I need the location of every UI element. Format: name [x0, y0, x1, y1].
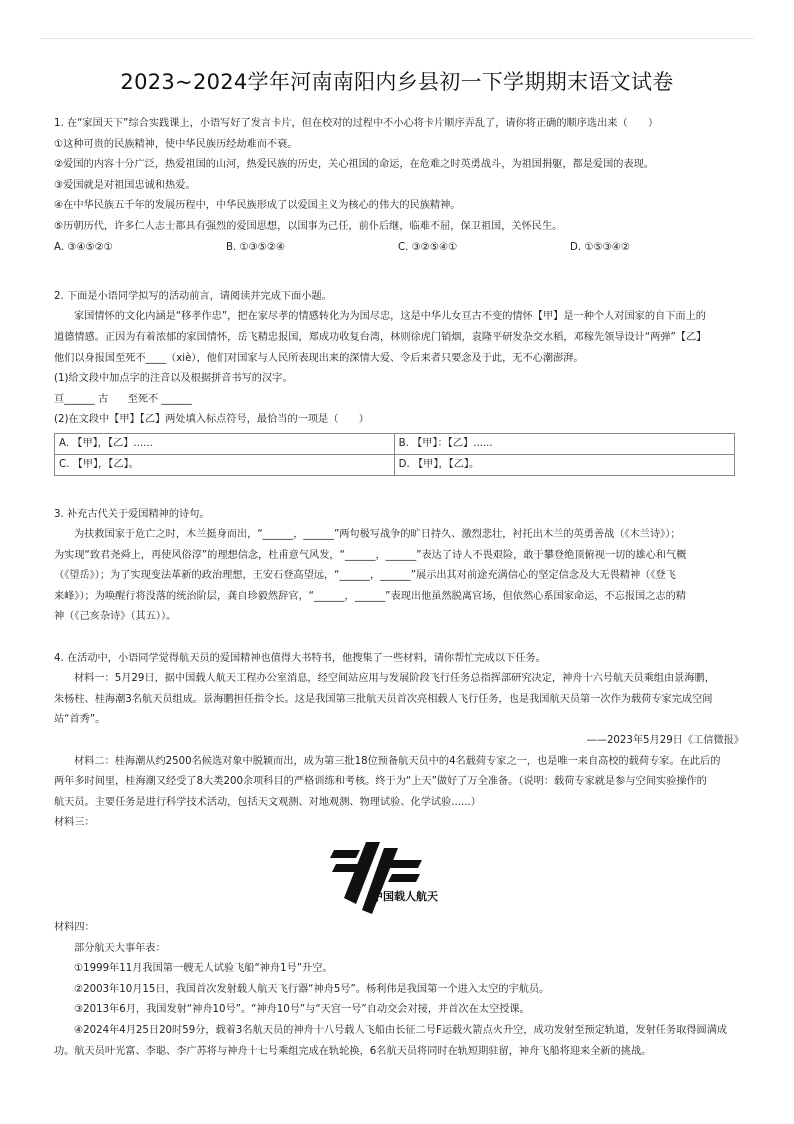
q2-paragraph-line: 道德情感。正因为有着浓郁的家国情怀，岳飞精忠报国，郑成功收复台湾，林则徐虎门销烟，袁隆平研发杂交水稻，邓稼先领导设计“两弹”【乙】	[54, 331, 707, 343]
q1-option-a[interactable]: A. ③④⑤②①	[54, 241, 113, 253]
q2-option-a[interactable]: A. 【甲】，【乙】......	[55, 433, 395, 454]
exam-content	[54, 114, 744, 1062]
material4-item: ③2013年6月，我国发射“神舟10号”。“神舟10号”与“天宫一号”自动交会对接，并首次在太空授课。	[74, 1004, 530, 1016]
q3-line: 神（《己亥杂诗》（其五））。	[54, 611, 177, 623]
q2-paragraph-line: 家国情怀的文化内涵是“移孝作忠”，把在家尽孝的情感转化为为国尽忠，这是中华儿女亘古不变的情怀【甲】是一种个人对国家的自下而上的	[74, 311, 706, 323]
q1-option-c[interactable]: C. ③②⑤④①	[398, 241, 458, 253]
material4-label: 材料四：	[54, 922, 95, 933]
q2-sub1: (1)给文段中加点字的注音以及根据拼音书写的汉字。	[54, 373, 293, 385]
q2-option-b[interactable]: B. 【甲】：【乙】......	[394, 433, 734, 454]
material4-item: 功。航天员叶光富、李聪、李广苏将与神舟十七号乘组完成在轨轮换，6名航天员将同时在轨短期驻留，神舟飞船将迎来全新的挑战。	[54, 1045, 652, 1057]
q1-item: ①这种可贵的民族精神，使中华民族历经劫难而不衰。	[54, 138, 298, 150]
material4-intro: 部分航天大事年表：	[74, 942, 166, 954]
blank-xie[interactable]: 至死不 ______	[127, 393, 192, 405]
blank-gen[interactable]: 亘______ 古 ·	[54, 394, 108, 405]
q2-blanks	[54, 390, 744, 411]
q1-stem: 1. 在“家国天下”综合实践课上，小语写好了发言卡片，但在校对的过程中不小心将卡片顺序弄乱了，请你将正确的顺序选出来（ ）	[54, 118, 659, 129]
material4-item: ④2024年4月25日20时59分，载着3名航天员的神舟十八号载人飞船由长征二号F运载火箭点火升空，成功发射至预定轨道，发射任务取得圆满成	[74, 1024, 728, 1036]
material1-line: 材料一：5月29日，据中国载人航天工程办公室消息，经空间站应用与发展阶段飞行任务总指挥部研究决定，神舟十六号航天员乘组由景海鹏，	[74, 673, 715, 685]
q2-options-table	[54, 433, 735, 476]
material2-line: 两年多时间里，桂海潮又经受了8大类200余项科目的严格训练和考核。终于为“上天”做好了万全准备。（说明：载荷专家就是参与空间实验操作的	[54, 776, 707, 788]
q1-item: ③爱国就是对祖国忠诚和热爱。	[54, 179, 196, 191]
material4-item: ②2003年10月15日，我国首次发射载人航天飞行器“神舟5号”。杨利伟是我国第一个进入太空的宇航员。	[74, 983, 550, 995]
q3-stem: 3. 补充古代关于爱国精神的诗句。	[54, 508, 210, 520]
china-manned-space-logo	[54, 834, 744, 918]
q1-item: ②爱国的内容十分广泛，热爱祖国的山河，热爱民族的历史，关心祖国的命运，在危难之时英勇战斗，为祖国捐躯，都是爱国的表现。	[54, 159, 655, 171]
q3-line: 为扶救国家于危亡之时，木兰挺身而出，“______，______”两句极写战争的旷日持久、激烈悲壮，衬托出木兰的英勇善战（《木兰诗》）；	[74, 529, 681, 541]
logo-text: 中国载人航天	[372, 890, 438, 903]
q1-options	[54, 238, 744, 259]
q2-option-d[interactable]: D. 【甲】，【乙】。	[394, 454, 734, 475]
q2-paragraph-line: 他们以身报国至死不____（xiè），他们对国家与人民所表现出来的深情大爱、令后来者只要念及于此，无不心潮澎湃。	[54, 352, 584, 364]
q3-line: 来峰》）；为唤醒行将没落的统治阶层，龚自珍毅然辞官，“______，______”表现出他虽然脱离官场，但依然心系国家命运，不忘报国之志的精	[54, 590, 686, 602]
q1-option-b[interactable]: B. ①③⑤②④	[226, 241, 286, 253]
q3-line: 为实现“致君尧舜上，再使风俗淳”的理想信念，杜甫意气风发，“______，______”表达了诗人不畏艰险，敢于攀登绝顶俯视一切的雄心和气概	[54, 549, 687, 561]
material4-item: ①1999年11月我国第一艘无人试验飞船“神舟1号”升空。	[74, 963, 333, 975]
material2-line: 航天员。主要任务是进行科学技术活动，包括天文观测、对地观测、物理试验、化学试验......）	[54, 796, 481, 808]
material1-line: 朱杨柱、桂海潮3名航天员组成。景海鹏担任指令长。这是我国第三批航天员首次亮相载人飞行任务，也是我国航天员第一次作为载荷专家完成空间	[54, 693, 713, 705]
material1-line: 站“首秀”。	[54, 714, 106, 726]
material1-source: ——2023年5月29日《工信微报》	[586, 735, 744, 747]
q1-option-d[interactable]: D. ①⑤③④②	[570, 241, 630, 253]
q3-line: （《望岳》）；为了实现变法革新的政治理想，王安石登高望远，“______，______”展示出其对前途充满信心的坚定信念及大无畏精神（《登飞	[54, 570, 676, 582]
material3-label: 材料三：	[54, 817, 95, 829]
q1-item: ⑤历朝历代，许多仁人志士都具有强烈的爱国思想，以国事为己任，前仆后继，临难不屈，保卫祖国，关怀民生。	[54, 220, 563, 232]
material2-line: 材料二：桂海潮从约2500名候选对象中脱颖而出，成为第三批18位预备航天员中的4名载荷专家之一，也是唯一来自高校的载荷专家。在此后的	[74, 755, 721, 767]
q4-stem: 4. 在活动中，小语同学觉得航天员的爱国精神也值得大书特书，他搜集了一些材料，请你帮忙完成以下任务。	[54, 652, 546, 664]
q1-item: ④在中华民族五千年的发展历程中，中华民族形成了以爱国主义为核心的伟大的民族精神。	[54, 200, 461, 212]
q2-option-c[interactable]: C. 【甲】，【乙】。	[55, 454, 395, 475]
q2-stem: 2. 下面是小语同学拟写的活动前言，请阅读并完成下面小题。	[54, 290, 332, 302]
page-title: 2023~2024学年河南南阳内乡县初一下学期期末语文试卷	[120, 70, 674, 94]
page-top-rule	[40, 38, 754, 39]
q2-sub2: (2)在文段中【甲】【乙】两处填入标点符号，最恰当的一项是（ ）	[54, 414, 369, 426]
